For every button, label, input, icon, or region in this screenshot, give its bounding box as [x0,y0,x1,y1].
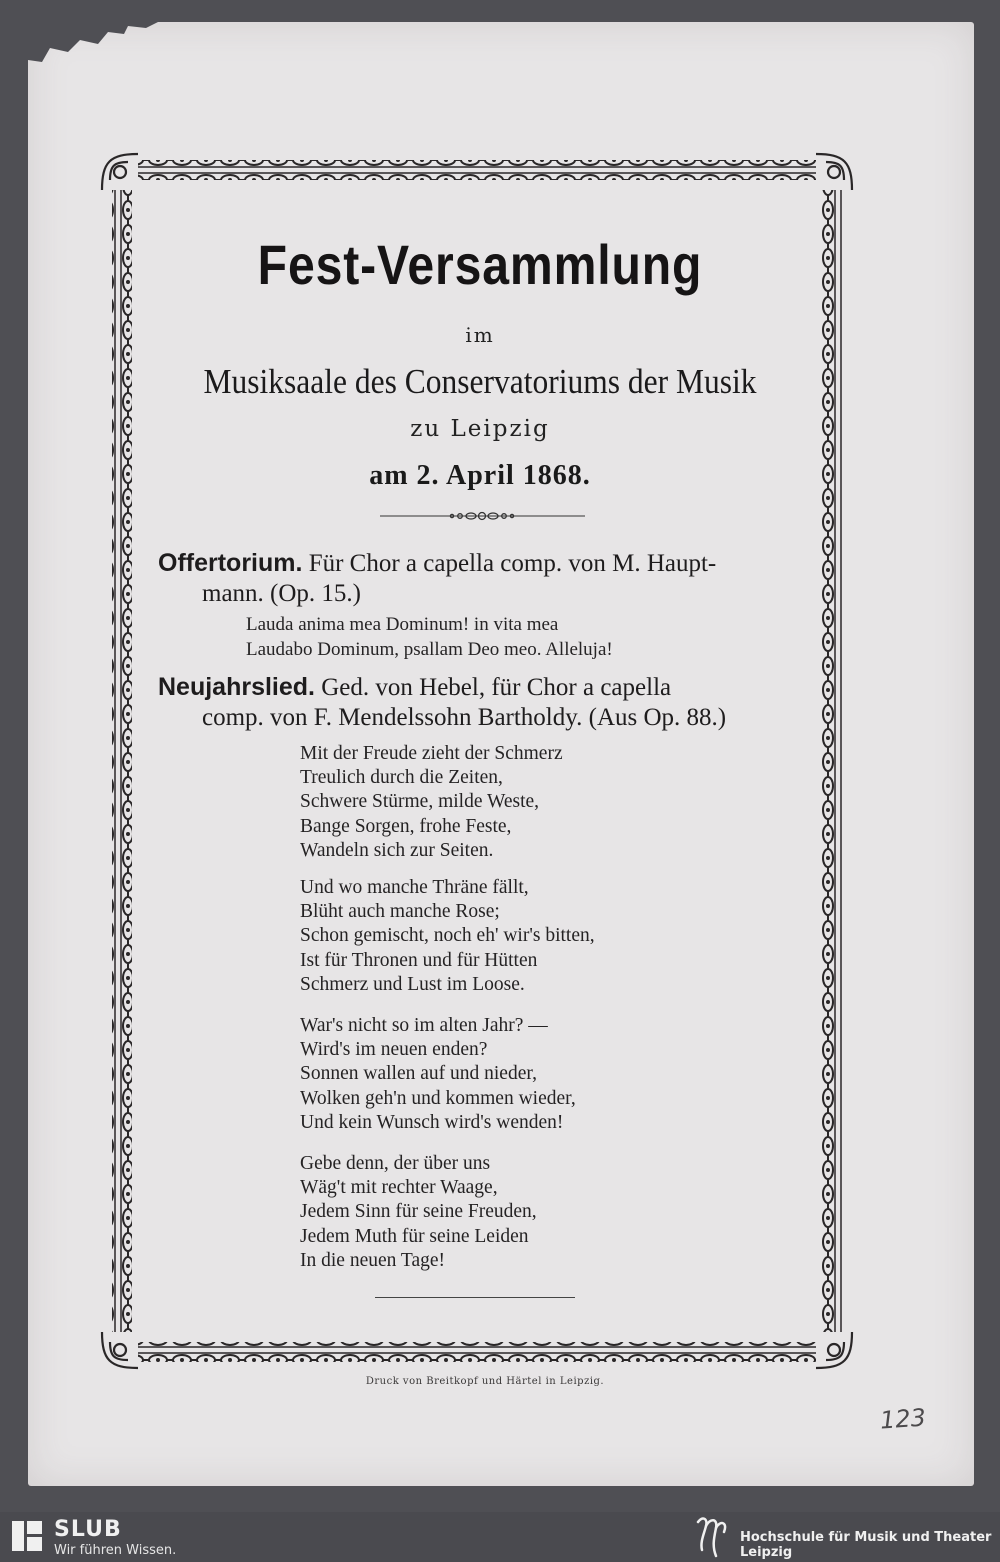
verse-line: Gebe denn, der über uns [300,1153,491,1174]
date-line: am 2. April 1868. [369,460,591,491]
torn-edge [28,22,158,62]
verse-line: Schon gemischt, noch eh' wir's bitten, [300,925,595,947]
verse-line: Blüht auch manche Rose; [300,901,500,923]
hmt-logo-icon[interactable] [692,1514,732,1560]
verse-line: Und wo manche Thräne fällt, [300,877,529,898]
verse-line: Jedem Sinn für seine Freuden, [300,1201,537,1223]
verse-line: Bange Sorgen, frohe Feste, [300,815,512,837]
offertorium-text-line2: mann. (Op. 15.) [202,580,361,607]
slub-title[interactable]: SLUB [54,1517,122,1542]
title-connector: im [465,323,495,347]
neujahrslied-text-line2: comp. von F. Mendelssohn Bartholdy. (Aus Op. 88.) [202,704,727,731]
neujahrslied-text-line1: Ged. von Hebel, für Chor a capella [315,674,672,701]
slub-logo-icon[interactable] [10,1519,44,1553]
verse-line: Treulich durch die Zeiten, [300,767,503,789]
verse-line: Und kein Wunsch wird's wenden! [300,1111,564,1133]
stanza-4 [300,1152,780,1273]
handwritten-number: 123 [879,1403,927,1435]
offertorium-latin [246,612,806,662]
verse-line: Mit der Freude zieht der Schmerz [300,743,563,764]
verse-line: In die neuen Tage! [300,1249,446,1271]
verse-line: Wäg't mit rechter Waage, [300,1177,498,1199]
offertorium-heading [158,548,808,609]
printer-imprint: Druck von Breitkopf und Härtel in Leipzig. [365,1376,605,1387]
verse-line: Sonnen wallen auf und nieder, [300,1063,537,1085]
verse-line: War's nicht so im alten Jahr? — [300,1015,548,1036]
stanza-2 [300,876,780,997]
verse-line: Wolken geh'n und kommen wieder, [300,1087,576,1109]
latin-line: Lauda anima mea Dominum! in vita mea [246,614,559,635]
closing-rule [375,1297,575,1298]
hmt-label[interactable]: Hochschule für Musik und Theater Leipzig [740,1530,992,1560]
verse-line: Schwere Stürme, milde Weste, [300,791,540,813]
verse-line: Wird's im neuen enden? [300,1039,488,1061]
neujahrslied-heading [158,672,808,733]
offertorium-keyword: Offertorium. [158,549,303,577]
slub-subtitle: Wir führen Wissen. [54,1543,177,1558]
stanza-3 [300,1014,780,1135]
verse-line: Jedem Muth für seine Leiden [300,1225,529,1247]
city-line: zu Leipzig [410,416,550,442]
verse-line: Ist für Thronen und für Hütten [300,949,538,971]
venue-line: Musiksaale des Conservatoriums der Musik [203,362,757,401]
neujahrslied-keyword: Neujahrslied. [158,673,315,701]
latin-line: Laudabo Dominum, psallam Deo meo. Alleluja! [246,639,613,660]
ornamental-divider [380,508,585,524]
page-title: Fest-Versammlung [257,233,703,296]
verse-line: Wandeln sich zur Seiten. [300,839,494,861]
verse-line: Schmerz und Lust im Loose. [300,973,525,995]
stanza-1 [300,742,780,863]
offertorium-text-line1: Für Chor a capella comp. von M. Haupt- [302,550,717,577]
